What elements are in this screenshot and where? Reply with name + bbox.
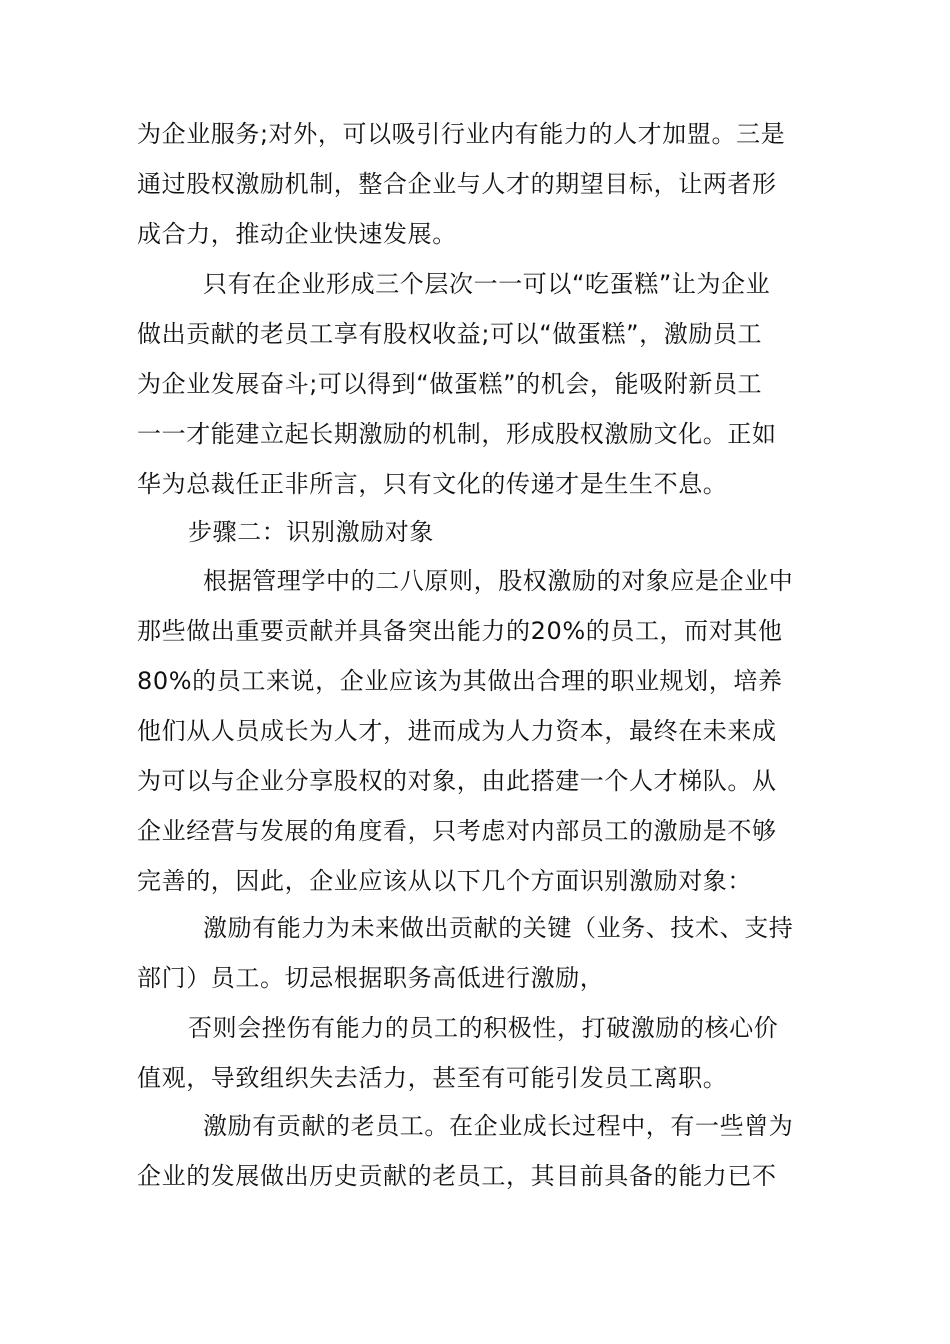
text-line: 值观，导致组织失去活力，甚至有可能引发员工离职。 — [137, 1064, 728, 1092]
text-line: 部门）员工。切忌根据职务高低进行激励， — [137, 964, 605, 992]
text-line: 那些做出重要贡献并具备突出能力的20%的员工，而对其他 — [137, 617, 783, 645]
text-line: 为可以与企业分享股权的对象，由此搭建一个人才梯队。从 — [137, 767, 777, 795]
text-line: 做出贡献的老员工享有股权收益;可以“做蛋糕”，激励员工 — [137, 320, 763, 348]
text-line: 成合力，推动企业快速发展。 — [137, 220, 457, 248]
section-heading: 步骤二：识别激励对象 — [188, 518, 434, 546]
text-line: 企业经营与发展的角度看，只考虑对内部员工的激励是不够 — [137, 817, 777, 845]
text-line: 否则会挫伤有能力的员工的积极性，打破激励的核心价 — [188, 1014, 779, 1042]
text-line: 他们从人员成长为人才，进而成为人力资本，最终在未来成 — [137, 717, 777, 745]
text-line: 企业的发展做出历史贡献的老员工，其目前具备的能力已不 — [137, 1162, 777, 1190]
text-line: 只有在企业形成三个层次一一可以“吃蛋糕”让为企业 — [203, 270, 771, 298]
text-line: 为企业服务;对外，可以吸引行业内有能力的人才加盟。三是 — [137, 120, 786, 148]
text-line: 激励有能力为未来做出贡献的关键（业务、技术、支持 — [203, 914, 794, 942]
text-line: 一一才能建立起长期激励的机制，形成股权激励文化。正如 — [137, 420, 777, 448]
text-line: 为企业发展奋斗;可以得到“做蛋糕”的机会，能吸附新员工 — [137, 370, 763, 398]
text-line: 通过股权激励机制，整合企业与人才的期望目标，让两者形 — [137, 170, 777, 198]
text-line: 激励有贡献的老员工。在企业成长过程中，有一些曾为 — [203, 1112, 794, 1140]
text-line: 完善的，因此，企业应该从以下几个方面识别激励对象： — [137, 867, 752, 895]
text-line: 根据管理学中的二八原则，股权激励的对象应是企业中 — [203, 567, 794, 595]
text-line: 华为总裁任正非所言，只有文化的传递才是生生不息。 — [137, 470, 728, 498]
text-line: 80%的员工来说，企业应该为其做出合理的职业规划，培养 — [137, 667, 783, 695]
